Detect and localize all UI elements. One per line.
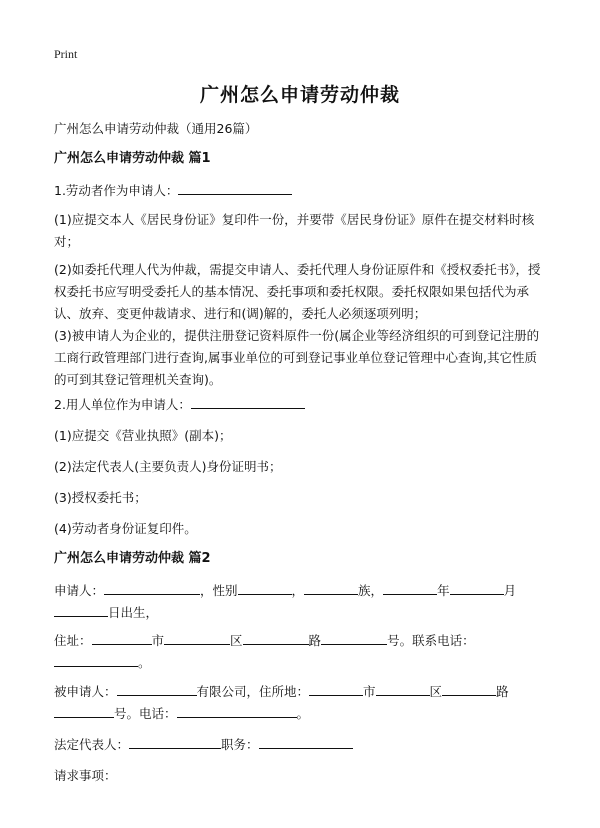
blank-field xyxy=(376,681,430,696)
paragraph-3: (3)被申请人为企业的，提供注册登记资料原件一份(属企业等经济组织的可到登记注册的工商行政管理部门进行查询,属事业单位的可到登记事业单位登记管理中心查询,其它性质的可到其登记管理机关查询)。 xyxy=(54,328,540,387)
company-label: 有限公司，住所地： xyxy=(196,684,310,699)
nation-label: 族， xyxy=(358,583,384,598)
period-mark: 。 xyxy=(296,706,310,721)
contact-phone-label: 号。联系电话： xyxy=(387,633,475,648)
item-1-line xyxy=(54,180,546,202)
respondent-phone-line xyxy=(54,703,546,725)
list-item: (3)授权委托书； xyxy=(54,490,147,505)
section-2-heading: 广州怎么申请劳动仲裁 篇2 xyxy=(54,551,211,566)
legal-rep-line xyxy=(54,734,546,756)
item-2-label: 2.用人单位作为申请人： xyxy=(54,397,191,412)
list-item: (1)应提交《营业执照》(副本)； xyxy=(54,428,232,443)
blank-field xyxy=(450,580,504,595)
legal-rep-label: 法定代表人： xyxy=(54,737,130,752)
blank-field xyxy=(259,734,353,749)
gender-label: ，性别 xyxy=(200,583,238,598)
birth-label: 日出生， xyxy=(108,605,159,620)
blank-field xyxy=(54,602,108,617)
blank-field xyxy=(177,703,297,718)
item-2-line xyxy=(54,394,546,416)
blank-field xyxy=(164,630,230,645)
period-mark: 。 xyxy=(138,655,151,670)
phone-label: 号。电话： xyxy=(114,706,177,721)
paragraph-2: (2)如委托代理人代为仲裁，需提交申请人、委托代理人身份证原件和《授权委托书》，授权委托书应写明受委托人的基本情况、委托事项和委托权限。委托权限如果包括代为承认、放弃、变更仲裁请求、进行和(调)解的，委托人必须逐项列明； xyxy=(54,262,541,321)
contact-phone-line xyxy=(54,652,546,674)
position-label: 职务： xyxy=(221,737,259,752)
blank-field xyxy=(54,703,114,718)
road-label: 路 xyxy=(308,633,322,648)
applicant-line: 申请人： ，性别 ， 族， 年 月 xyxy=(54,580,546,602)
blank-field xyxy=(321,630,387,645)
respondent-line xyxy=(54,681,546,703)
year-label: 年 xyxy=(437,583,450,598)
district-label: 区 xyxy=(230,633,243,648)
list-item: (2)法定代表人(主要负责人)身份证明书； xyxy=(54,459,282,474)
blank-field xyxy=(117,681,197,696)
road-label: 路 xyxy=(496,684,509,699)
item-1-label: 1.劳动者作为申请人： xyxy=(54,183,179,198)
blank-field xyxy=(243,630,309,645)
blank-field xyxy=(309,681,363,696)
blank-field xyxy=(383,580,437,595)
applicant-label: 申请人： xyxy=(54,583,105,598)
blank-field xyxy=(304,580,358,595)
print-label[interactable]: Print xyxy=(54,47,78,61)
blank-field xyxy=(54,652,138,667)
month-label: 月 xyxy=(503,583,517,598)
document-subtitle: 广州怎么申请劳动仲裁（通用26篇） xyxy=(54,121,258,136)
blank-field xyxy=(442,681,496,696)
blank-field xyxy=(129,734,221,749)
paragraph-1: (1)应提交本人《居民身份证》复印件一份，并要带《居民身份证》原件在提交材料时核对； xyxy=(54,212,535,249)
blank-field xyxy=(104,580,200,595)
section-1-heading: 广州怎么申请劳动仲裁 篇1 xyxy=(54,151,211,166)
blank-field xyxy=(178,180,292,195)
blank-field xyxy=(191,394,305,409)
address-label: 住址： xyxy=(54,633,92,648)
list-item: (4)劳动者身份证复印件。 xyxy=(54,521,197,536)
blank-field xyxy=(92,630,152,645)
blank-field xyxy=(238,580,292,595)
document-title: 广州怎么申请劳动仲裁 xyxy=(199,84,400,106)
respondent-label: 被申请人： xyxy=(54,684,117,699)
district-label: 区 xyxy=(429,684,443,699)
claims-label: 请求事项： xyxy=(54,768,117,783)
city-label: 市 xyxy=(151,633,165,648)
birth-line xyxy=(54,602,546,624)
address-line xyxy=(54,630,546,652)
city-label: 市 xyxy=(363,684,376,699)
